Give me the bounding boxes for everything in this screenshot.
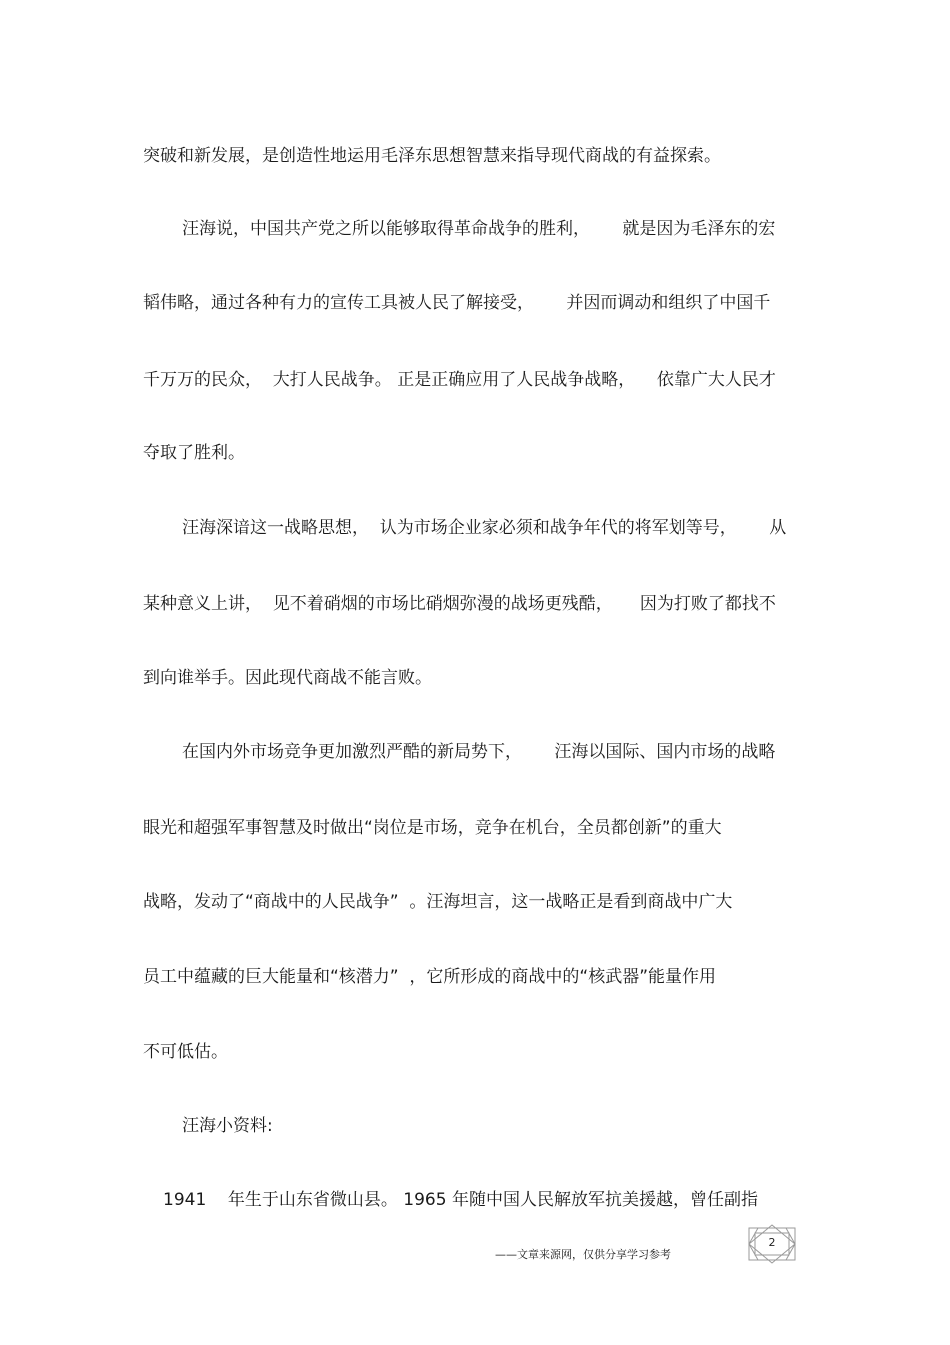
paragraph-line: 千万万的民众， 大打人民战争。 正是正确应用了人民战争战略， 依靠广大人民才 (143, 370, 776, 390)
paragraph-line: 1941 年生于山东省微山县。 1965 年随中国人民解放军抗美援越，曾任副指 (163, 1190, 758, 1210)
paragraph-line: 不可低估。 (143, 1042, 228, 1062)
paragraph-line: 在国内外市场竞争更加激烈严酷的新局势下， 汪海以国际、国内市场的战略 (182, 742, 776, 762)
paragraph-line: 到向谁举手。因此现代商战不能言败。 (143, 668, 432, 688)
source-footnote: ——文章来源网，仅供分享学习参考 (495, 1248, 671, 1261)
paragraph-line: 突破和新发展，是创造性地运用毛泽东思想智慧来指导现代商战的有益探索。 (143, 146, 721, 166)
paragraph-line: 眼光和超强军事智慧及时做出“岗位是市场，竞争在机台，全员都创新”的重大 (143, 818, 722, 838)
page-number-badge (746, 1224, 798, 1264)
page-number: 2 (768, 1236, 776, 1249)
paragraph-line: 韬伟略，通过各种有力的宣传工具被人民了解接受， 并因而调动和组织了中国千 (143, 293, 771, 313)
paragraph-line: 汪海深谙这一战略思想， 认为市场企业家必须和战争年代的将军划等号， 从 (182, 518, 787, 538)
paragraph-line: 汪海说，中国共产党之所以能够取得革命战争的胜利， 就是因为毛泽东的宏 (182, 219, 776, 239)
paragraph-line: 某种意义上讲， 见不着硝烟的市场比硝烟弥漫的战场更残酷， 因为打败了都找不 (143, 594, 776, 614)
paragraph-line: 汪海小资料: (182, 1116, 273, 1136)
paragraph-line: 夺取了胜利。 (143, 443, 245, 463)
paragraph-line: 战略，发动了“商战中的人民战争” 。汪海坦言，这一战略正是看到商战中广大 (143, 892, 733, 912)
paragraph-line: 员工中蕴藏的巨大能量和“核潜力” ，它所形成的商战中的“核武器”能量作用 (143, 967, 717, 987)
